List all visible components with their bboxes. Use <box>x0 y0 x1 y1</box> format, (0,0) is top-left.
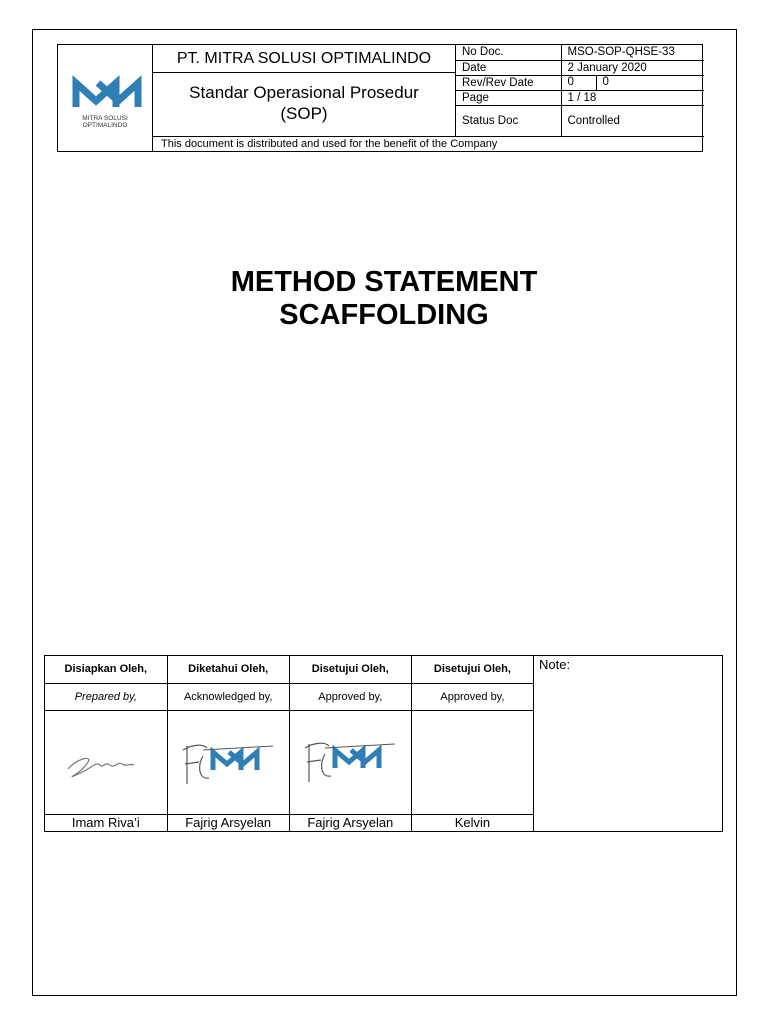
acknowledged-by-label: Acknowledged by, <box>167 683 289 710</box>
page-value: 1 / 18 <box>561 90 704 105</box>
svg-text:MITRA SOLUSI: MITRA SOLUSI <box>82 115 128 122</box>
approver-name-1: Fajrig Arsyelan <box>289 814 411 831</box>
company-name: PT. MITRA SOLUSI OPTIMALINDO <box>153 45 456 73</box>
sop-title: Standar Operasional Prosedur <box>189 83 419 102</box>
acknowledger-name: Fajrig Arsyelan <box>167 814 289 831</box>
approved-by-label-2: Approved by, <box>411 683 533 710</box>
rev-value: 0 <box>562 76 597 90</box>
page-label: Page <box>456 90 561 105</box>
status-value: Controlled <box>561 105 704 136</box>
company-logo <box>58 45 153 151</box>
approval-table <box>45 656 534 831</box>
date-value: 2 January 2020 <box>561 60 704 75</box>
acknowledged-header: Diketahui Oleh, <box>167 656 289 683</box>
document-header <box>57 44 703 152</box>
signature-acknowledger <box>167 710 289 814</box>
document-title <box>0 266 768 332</box>
approval-block <box>44 655 723 832</box>
svg-text:OPTIMALINDO: OPTIMALINDO <box>82 122 128 129</box>
document-type <box>153 73 456 136</box>
no-doc-label: No Doc. <box>456 45 561 60</box>
prepared-by-label: Prepared by, <box>45 683 167 710</box>
signature-preparer <box>45 710 167 814</box>
preparer-name: Imam Riva’i <box>45 814 167 831</box>
status-label: Status Doc <box>456 105 561 136</box>
no-doc-value: MSO-SOP-QHSE-33 <box>561 45 704 60</box>
distribution-statement: This document is distributed and used for the benefit of the Company <box>153 136 704 151</box>
rev-date-value: 0 <box>602 75 609 88</box>
signature-approver-1 <box>289 710 411 814</box>
date-label: Date <box>456 60 561 75</box>
approver-name-2: Kelvin <box>411 814 533 831</box>
approved-by-label-1: Approved by, <box>289 683 411 710</box>
approved-header-1: Disetujui Oleh, <box>289 656 411 683</box>
document-meta-table <box>456 45 704 136</box>
page-border <box>32 29 737 996</box>
title-line-2: SCAFFOLDING <box>279 299 489 331</box>
title-line-1: METHOD STATEMENT <box>230 266 538 298</box>
prepared-header: Disiapkan Oleh, <box>45 656 167 683</box>
approved-header-2: Disetujui Oleh, <box>411 656 533 683</box>
signature-approver-2 <box>411 710 533 814</box>
note-label: Note: <box>539 657 571 672</box>
sop-abbreviation: (SOP) <box>280 104 328 123</box>
rev-label: Rev/Rev Date <box>456 75 561 90</box>
